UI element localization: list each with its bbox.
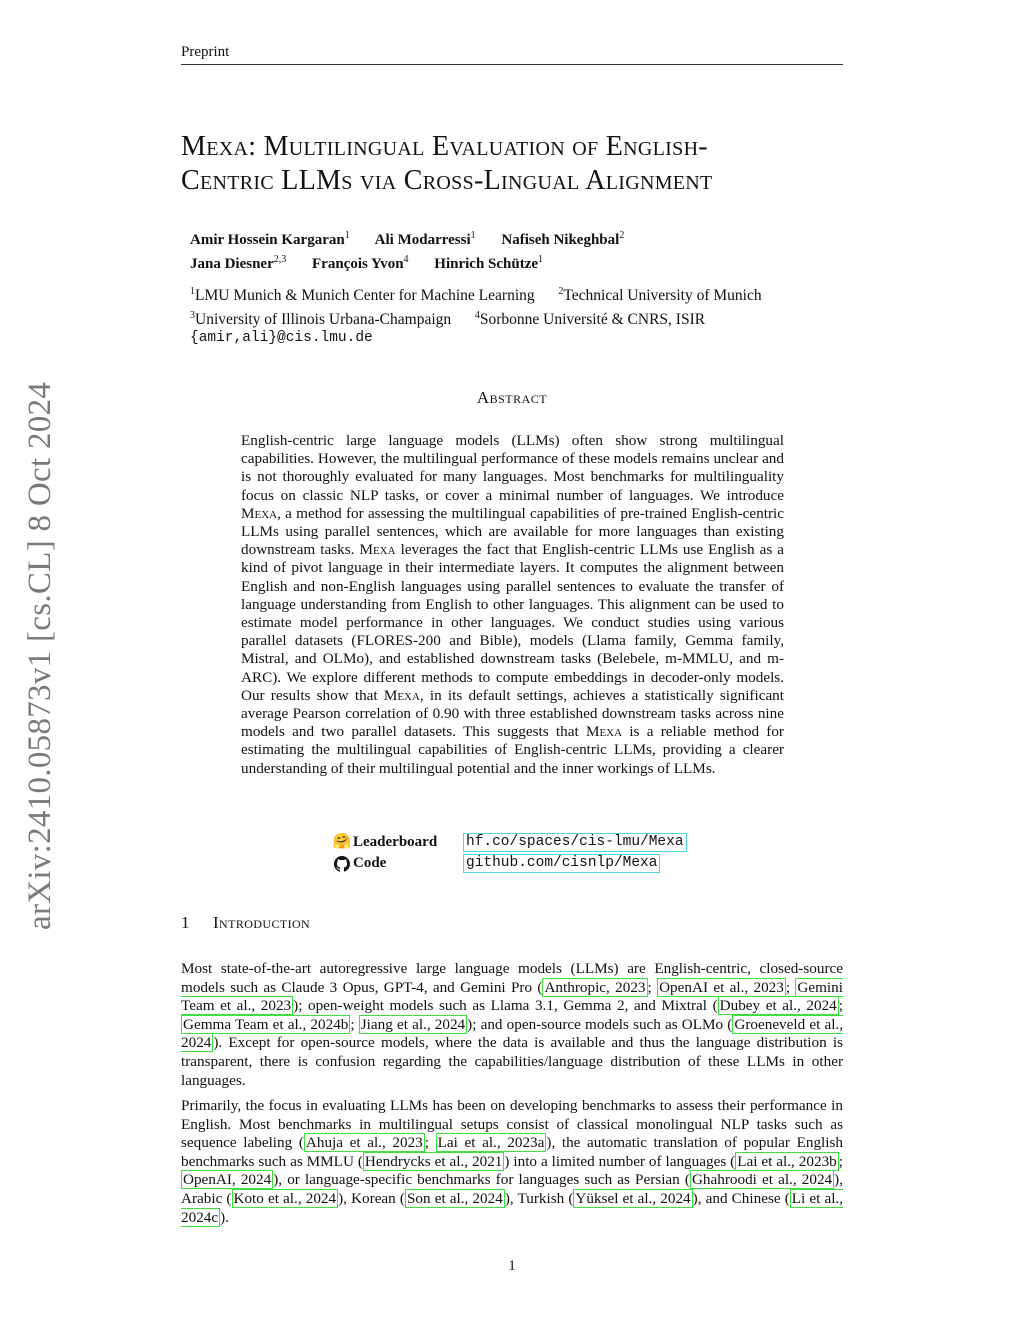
method-name: Mexa — [359, 541, 396, 559]
citation-link[interactable]: Lai et al., 2023b — [737, 1152, 837, 1170]
intro-paragraph-1: Most state-of-the-art autoregressive large language models (LLMs) are English-centric, closed-source models such as Claude 3 Opus, GPT-4, and Gemini Pro ( Anthropic, 2023 ; OpenAI et al., 2023 ; Gemini Team et al., 2023 ); open-weight models such as Llama 3.1, Gemma 2, and Mixtral ( Dubey et al., 2024 ; Gemma Team et al., 2024b ; Jiang et al., 2024 ); and open-source models such as OLMo ( Groeneveld et al., 2024 ). Except for open-source models, where the data is available and thus the language distribution is transparent, there is confusion regarding the capabilities/language distribution of these LLMs in other languages. — [181, 960, 844, 1089]
citation-link[interactable]: Koto et al., 2024 — [233, 1189, 337, 1207]
citation-link[interactable]: Ahuja et al., 2023 — [305, 1134, 423, 1152]
affiliation: $^2$Technical University of Munich — [558, 286, 762, 305]
citation-link[interactable]: Li et al., 2024c — [181, 1189, 844, 1226]
arxiv-stamp: arXiv:2410.05873v1 [cs.CL] 8 Oct 2024 — [22, 381, 58, 930]
paper-title — [181, 130, 861, 198]
section-heading — [181, 913, 310, 933]
citation-link[interactable]: Son et al., 2024 — [406, 1189, 503, 1207]
code-link[interactable]: github.com/cisnlp/Mexa — [463, 854, 660, 873]
affiliation: $^3$University of Illinois Urbana-Champaign — [190, 309, 452, 328]
code-label: Code — [353, 855, 387, 871]
citation-link[interactable]: Yüksel et al., 2024 — [575, 1189, 691, 1207]
intro-paragraph-2: Primarily, the focus in evaluating LLMs has been on developing benchmarks to assess their performance in English. Most benchmarks in multilingual setups consist of classical monolingual NLP tasks such as sequence labeling ( Ahuja et al., 2023 ; Lai et al., 2023a ), the automatic translation of popular English benchmarks such as MMLU ( Hendrycks et al., 2021 ) into a limited number of languages ( Lai et al., 2023b ; OpenAI, 2024 ), or language-specific benchmarks for languages such as Persian ( Ghahroodi et al., 2024 ), Arabic ( Koto et al., 2024 ), Korean ( Son et al., 2024 ), Turkish ( Yüksel et al., 2024 ), and Chinese ( Li et al., 2024c ). — [181, 1097, 844, 1226]
method-name: Mexa — [241, 504, 278, 522]
citation-link[interactable]: Groeneveld et al., 2024 — [181, 1015, 844, 1052]
method-name: Mexa — [383, 686, 420, 704]
title-line-2: Centric LLMs via Cross-Lingual Alignment — [181, 165, 713, 196]
resource-links — [331, 832, 731, 874]
section-title: Introduction — [213, 913, 311, 932]
citation-link[interactable]: Anthropic, 2023 — [544, 978, 646, 996]
affiliation: $^1$LMU Munich & Munich Center for Machine Learning — [190, 286, 535, 305]
citation-link[interactable]: Dubey et al., 2024 — [719, 997, 837, 1015]
email: {amir,ali}@cis.lmu.de — [190, 330, 373, 347]
section-number: 1 — [181, 913, 190, 932]
author: Amir Hossein Kargaran$^1$ — [190, 230, 350, 248]
author: François Yvon$^4$ — [312, 254, 409, 272]
method-name: Mexa — [585, 723, 623, 741]
author: Hinrich Schütze$^1$ — [434, 254, 544, 272]
citation-link[interactable]: OpenAI et al., 2023 — [659, 978, 784, 996]
author-list — [190, 226, 830, 274]
author: Jana Diesner$^{2,3}$ — [190, 254, 287, 272]
abstract-body: English-centric large language models (LLMs) often show strong multilingual capabilities. However, the multilingual performance of these models remains unclear and is not thoroughly evaluated for many languages. Most benchmarks for multilinguality focus on classic NLP tasks, or cover a minimal number of languages. We introduce Mexa, a method for assessing the multilingual capabilities of pre-trained English-centric LLMs using parallel sentences, which are available for more languages than existing downstream tasks. Mexa leverages the fact that English-centric LLMs use English as a kind of pivot language in their intermediate layers. It computes the alignment between English and non-English languages using parallel sentences to evaluate the transfer of language understanding from English to other languages. This alignment can be used to estimate model performance in other languages. We conduct studies using various parallel datasets (FLORES-200 and Bible), models (Llama family, Gemma family, Mistral, and OLMo), and established downstream tasks (Belebele, m-MMLU, and m-ARC). We explore different methods to compute embeddings in decoder-only models. Our results show that Mexa, in its default settings, achieves a statistically significant average Pearson correlation of 0.90 with three established downstream tasks across nine models and two parallel datasets. This suggests that Mexa is a reliable method for estimating the multilingual capabilities of English-centric LLMs, providing a clearer understanding of their multilingual potential and the inner workings of LLMs. — [241, 432, 785, 777]
citation-link[interactable]: Jiang et al., 2024 — [360, 1015, 466, 1033]
citation-link[interactable]: OpenAI, 2024 — [183, 1171, 272, 1189]
page-number: 1 — [508, 1258, 516, 1274]
github-icon — [331, 856, 353, 872]
citation-link[interactable]: Ghahroodi et al., 2024 — [691, 1171, 833, 1189]
leaderboard-link[interactable]: hf.co/spaces/cis-lmu/Mexa — [463, 833, 687, 852]
affiliations — [190, 282, 840, 349]
affiliation: $^4$Sorbonne Université & CNRS, ISIR — [474, 309, 706, 328]
code-link-row — [331, 853, 731, 874]
hugging-face-icon: 🤗 — [332, 834, 352, 850]
citation-link[interactable]: Lai et al., 2023a — [437, 1134, 545, 1152]
citation-link[interactable]: Gemini Team et al., 2023 — [181, 978, 843, 1015]
title-line-1: Mexa: Multilingual Evaluation of English- — [181, 131, 708, 162]
citation-link[interactable]: Gemma Team et al., 2024b — [183, 1015, 349, 1033]
running-header: Preprint — [181, 44, 843, 65]
abstract-heading: Abstract — [476, 388, 548, 407]
author: Nafiseh Nikeghbal$^2$ — [501, 230, 625, 248]
leaderboard-link-row — [331, 832, 731, 853]
author: Ali Modarressi$^1$ — [374, 230, 476, 248]
leaderboard-label: Leaderboard — [353, 834, 438, 850]
citation-link[interactable]: Hendrycks et al., 2021 — [364, 1152, 503, 1170]
